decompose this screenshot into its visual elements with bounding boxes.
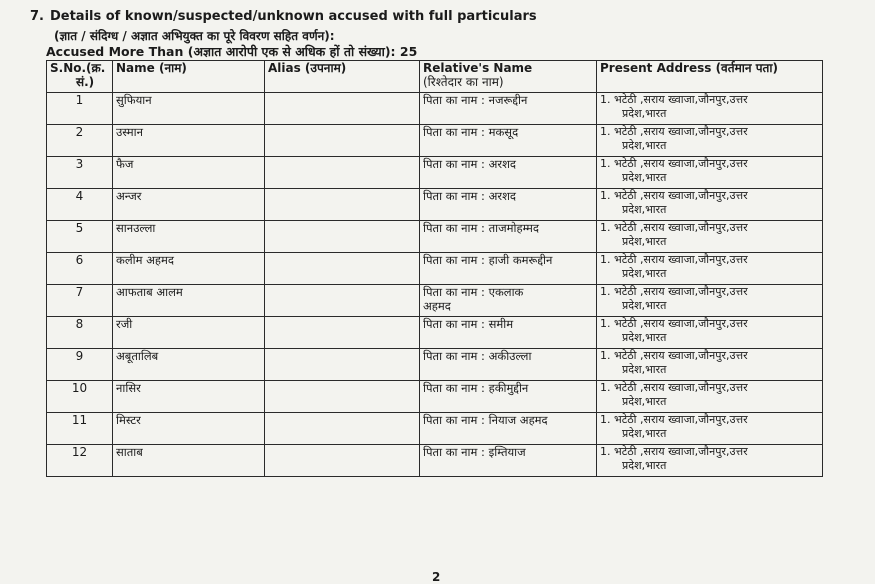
row-name: नासिर — [113, 381, 265, 413]
row-name: आफताब आलम — [113, 285, 265, 317]
row-relative: पिता का नाम : इम्तियाज — [420, 445, 597, 477]
table-row — [47, 445, 823, 477]
row-sno: 10 — [47, 381, 113, 413]
accused-count: Accused More Than (अज्ञात आरोपी एक से अधिक हों तो संख्या): 25 — [46, 44, 418, 59]
row-name: साताब — [113, 445, 265, 477]
row-name: अन्जर — [113, 189, 265, 221]
table-header-row — [47, 61, 823, 93]
row-sno: 4 — [47, 189, 113, 221]
row-relative: पिता का नाम : अरशद — [420, 157, 597, 189]
row-name: उस्मान — [113, 125, 265, 157]
row-name: सानउल्ला — [113, 221, 265, 253]
row-name: फैज — [113, 157, 265, 189]
row-relative: पिता का नाम : अरशद — [420, 189, 597, 221]
table-row — [47, 413, 823, 445]
section-title: Details of known/suspected/unknown accused with full particulars — [49, 9, 537, 24]
row-address: 1. भटेठी ,सराय ख्वाजा,जौनपुर,उत्तर प्रदेश,भारत — [597, 253, 823, 285]
header-sno: S.No.(क्र. सं.) — [47, 61, 113, 93]
row-alias — [265, 285, 420, 317]
row-relative: पिता का नाम : हाजी कमरूद्दीन — [420, 253, 597, 285]
row-relative: पिता का नाम : एकलाक अहमद — [420, 285, 597, 317]
row-address: 1. भटेठी ,सराय ख्वाजा,जौनपुर,उत्तर प्रदेश,भारत — [597, 445, 823, 477]
table-row — [47, 157, 823, 189]
row-relative: पिता का नाम : मकसूद — [420, 125, 597, 157]
table-row — [47, 189, 823, 221]
row-address: 1. भटेठी ,सराय ख्वाजा,जौनपुर,उत्तर प्रदेश,भारत — [597, 285, 823, 317]
table-row — [47, 93, 823, 125]
row-name: सुफियान — [113, 93, 265, 125]
row-sno: 5 — [47, 221, 113, 253]
row-sno: 9 — [47, 349, 113, 381]
row-address: 1. भटेठी ,सराय ख्वाजा,जौनपुर,उत्तर प्रदेश,भारत — [597, 317, 823, 349]
table-row — [47, 125, 823, 157]
row-address: 1. भटेठी ,सराय ख्वाजा,जौनपुर,उत्तर प्रदेश,भारत — [597, 413, 823, 445]
section-number: 7. — [30, 9, 44, 24]
row-name: कलीम अहमद — [113, 253, 265, 285]
header-alias: Alias (उपनाम) — [265, 61, 420, 93]
row-relative: पिता का नाम : ताजमोहम्मद — [420, 221, 597, 253]
table-row — [47, 253, 823, 285]
row-address: 1. भटेठी ,सराय ख्वाजा,जौनपुर,उत्तर प्रदेश,भारत — [597, 349, 823, 381]
header-address: Present Address (वर्तमान पता) — [597, 61, 823, 93]
row-alias — [265, 381, 420, 413]
row-name: अबूतालिब — [113, 349, 265, 381]
row-sno: 3 — [47, 157, 113, 189]
row-alias — [265, 93, 420, 125]
row-alias — [265, 125, 420, 157]
table-row — [47, 349, 823, 381]
header-name: Name (नाम) — [113, 61, 265, 93]
row-sno: 2 — [47, 125, 113, 157]
row-alias — [265, 253, 420, 285]
table-row — [47, 317, 823, 349]
row-alias — [265, 413, 420, 445]
row-alias — [265, 445, 420, 477]
accused-table — [46, 60, 823, 477]
row-alias — [265, 189, 420, 221]
row-relative: पिता का नाम : अकीउल्ला — [420, 349, 597, 381]
row-sno: 1 — [47, 93, 113, 125]
row-relative: पिता का नाम : नजरूद्दीन — [420, 93, 597, 125]
row-address: 1. भटेठी ,सराय ख्वाजा,जौनपुर,उत्तर प्रदेश,भारत — [597, 157, 823, 189]
table-row — [47, 285, 823, 317]
row-alias — [265, 157, 420, 189]
row-relative: पिता का नाम : नियाज अहमद — [420, 413, 597, 445]
page-number: 2 — [432, 570, 441, 584]
row-name: मिस्टर — [113, 413, 265, 445]
row-sno: 11 — [47, 413, 113, 445]
row-relative: पिता का नाम : हकीमुद्दीन — [420, 381, 597, 413]
row-name: रजी — [113, 317, 265, 349]
header-relative: Relative's Name (रिश्तेदार का नाम) — [420, 61, 597, 93]
table-row — [47, 381, 823, 413]
row-sno: 7 — [47, 285, 113, 317]
row-address: 1. भटेठी ,सराय ख्वाजा,जौनपुर,उत्तर प्रदेश,भारत — [597, 381, 823, 413]
row-sno: 12 — [47, 445, 113, 477]
row-address: 1. भटेठी ,सराय ख्वाजा,जौनपुर,उत्तर प्रदेश,भारत — [597, 221, 823, 253]
row-alias — [265, 349, 420, 381]
row-alias — [265, 317, 420, 349]
row-relative: पिता का नाम : समीम — [420, 317, 597, 349]
row-address: 1. भटेठी ,सराय ख्वाजा,जौनपुर,उत्तर प्रदेश,भारत — [597, 189, 823, 221]
row-address: 1. भटेठी ,सराय ख्वाजा,जौनपुर,उत्तर प्रदेश,भारत — [597, 125, 823, 157]
row-sno: 8 — [47, 317, 113, 349]
row-address: 1. भटेठी ,सराय ख्वाजा,जौनपुर,उत्तर प्रदेश,भारत — [597, 93, 823, 125]
row-alias — [265, 221, 420, 253]
section-title-hindi: (ज्ञात / संदिग्ध / अज्ञात अभियुक्त का पूरे विवरण सहित वर्णन): — [54, 29, 335, 43]
row-sno: 6 — [47, 253, 113, 285]
section-heading — [30, 9, 537, 24]
table-row — [47, 221, 823, 253]
